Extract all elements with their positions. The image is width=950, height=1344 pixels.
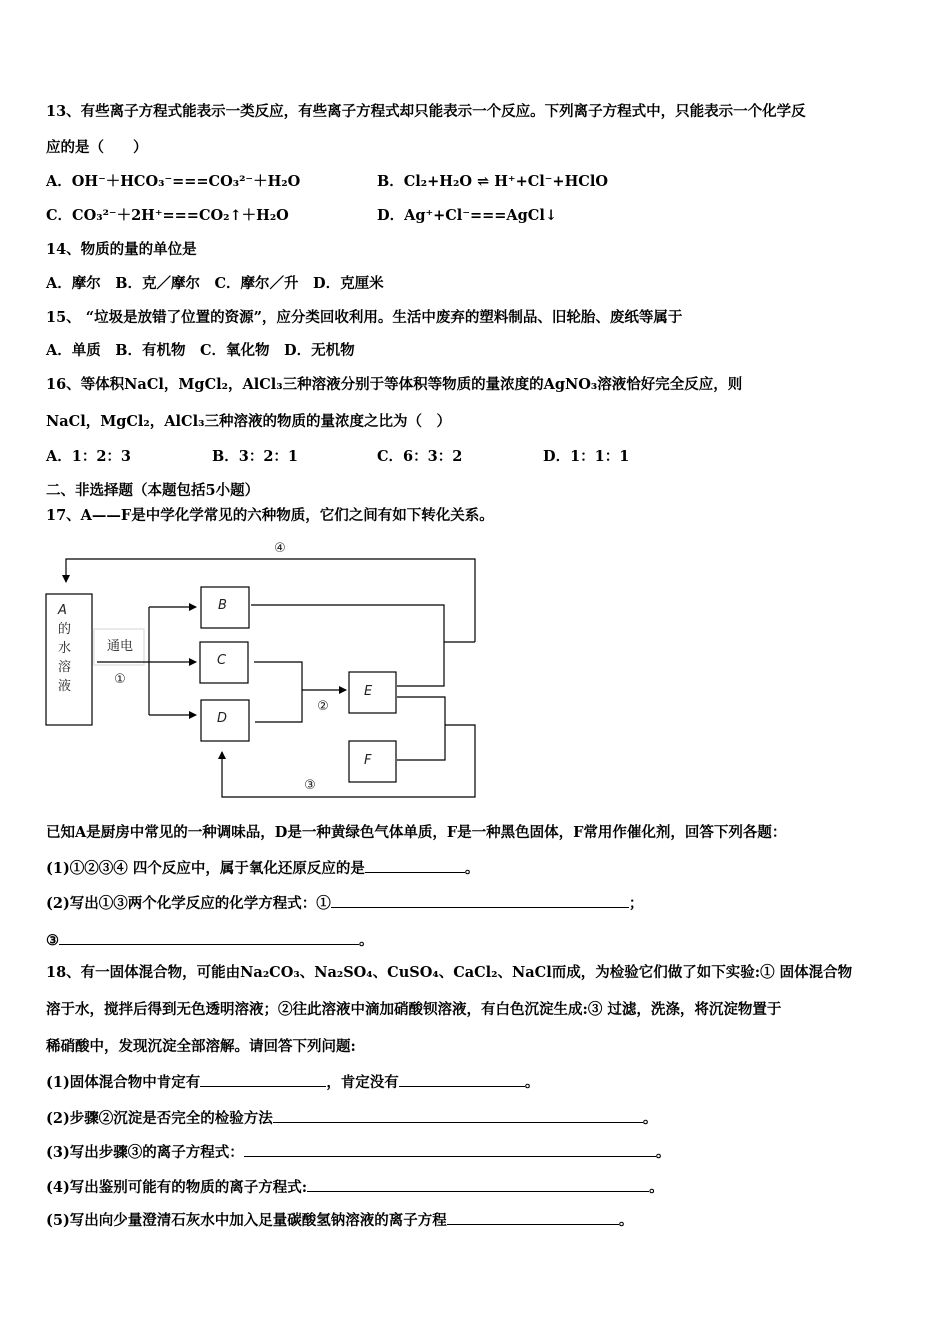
q17-given: 已知A是厨房中常见的一种调味品，D是一种黄绿色气体单质，F是一种黑色固体，F常用作催化剂，回答下列各题： xyxy=(46,824,787,841)
q18-part3-end: 。 xyxy=(655,1144,671,1161)
box-e-label: E xyxy=(364,684,373,699)
q18-part5-blank[interactable] xyxy=(447,1209,619,1225)
q18-part4-text: (4)写出鉴别可能有的物质的离子方程式: xyxy=(46,1179,308,1196)
q17-part2b-end: 。 xyxy=(359,932,374,949)
section-heading: 二、非选择题（本题包括5小题） xyxy=(46,482,260,499)
reaction-2-label: ② xyxy=(317,699,329,714)
box-a-label-0: A xyxy=(58,603,67,618)
box-f xyxy=(349,741,396,782)
q17-part2b xyxy=(46,929,374,951)
q18-part1-blank2[interactable] xyxy=(399,1071,525,1087)
q17-part2 xyxy=(46,892,643,914)
q18-part2-text: (2)步骤②沉淀是否完全的检验方法 xyxy=(46,1110,273,1127)
q18-part5 xyxy=(46,1209,633,1231)
q17-part1 xyxy=(46,857,479,879)
reaction-4-label: ④ xyxy=(274,541,286,556)
box-c-label: C xyxy=(217,653,227,668)
q18-part4-blank[interactable] xyxy=(307,1176,649,1192)
q18-stem-line3: 稀硝酸中，发现沉淀全部溶解。请回答下列问题: xyxy=(46,1038,356,1055)
q18-part1-text2: ，肯定没有 xyxy=(326,1074,399,1091)
q13-stem-line2: 应的是（ ） xyxy=(46,139,148,156)
q16-stem-line1: 16、等体积NaCl，MgCl₂，AlCl₃三种溶液分别于等体积等物质的量浓度的AgNO₃溶液恰好完全反应，则 xyxy=(46,376,743,393)
q18-part3 xyxy=(46,1141,670,1163)
q18-part2 xyxy=(46,1107,657,1129)
q17-stem: 17、A——F是中学化学常见的六种物质，它们之间有如下转化关系。 xyxy=(46,507,494,524)
q17-part2-blank1[interactable] xyxy=(331,892,629,908)
q18-part3-text: (3)写出步骤③的离子方程式： xyxy=(46,1144,244,1161)
q18-part1-text: (1)固体混合物中肯定有 xyxy=(46,1074,201,1091)
electrolysis-label: 通电 xyxy=(106,639,134,654)
q13-option-c: C．CO₃²⁻＋2H⁺===CO₂↑＋H₂O xyxy=(46,207,289,224)
q18-stem-line1: 18、有一固体混合物，可能由Na₂CO₃、Na₂SO₄、CuSO₄、CaCl₂、NaCl而成，为检验它们做了如下实验:① 固体混合物 xyxy=(46,964,853,981)
box-a-label-4: 液 xyxy=(58,679,72,694)
q18-part1-blank1[interactable] xyxy=(200,1071,326,1087)
q17-part2-end: ； xyxy=(628,895,644,912)
box-b-label: B xyxy=(218,598,227,613)
q16-option-a: A．1：2：3 xyxy=(46,448,132,465)
q17-part2-blank3[interactable] xyxy=(59,929,359,945)
q17-part1-blank[interactable] xyxy=(365,857,465,873)
q18-part5-end: 。 xyxy=(618,1212,634,1229)
q18-part5-text: (5)写出向少量澄清石灰水中加入足量碳酸氢钠溶液的离子方程 xyxy=(46,1212,447,1229)
q18-part1-end: 。 xyxy=(524,1074,540,1091)
box-d-label: D xyxy=(217,711,228,726)
q17-part2-text: (2)写出①③两个化学反应的化学方程式：① xyxy=(46,895,331,912)
q18-part3-blank[interactable] xyxy=(244,1141,656,1157)
box-a-label-1: 的 xyxy=(58,622,72,637)
q18-part2-blank[interactable] xyxy=(273,1107,643,1123)
q18-stem-line2: 溶于水，搅拌后得到无色透明溶液；②往此溶液中滴加硝酸钡溶液，有白色沉淀生成:③ 过滤，洗涤，将沉淀物置于 xyxy=(46,1001,782,1018)
q15-options: A．单质 B．有机物 C．氧化物 D．无机物 xyxy=(46,342,355,359)
q18-part4 xyxy=(46,1176,664,1198)
q14-options: A．摩尔 B．克／摩尔 C．摩尔／升 D．克厘米 xyxy=(46,275,384,292)
q18-part1 xyxy=(46,1071,539,1093)
q13-option-b: B．Cl₂+H₂O ⇌ H⁺+Cl⁻+HClO xyxy=(377,173,608,190)
q13-stem-line1: 13、有些离子方程式能表示一类反应，有些离子方程式却只能表示一个反应。下列离子方程式中，只能表示一个化学反 xyxy=(46,103,806,120)
q17-part1-end: 。 xyxy=(464,860,480,877)
q16-option-b: B．3：2：1 xyxy=(212,448,299,465)
q16-stem-line2: NaCl，MgCl₂，AlCl₃三种溶液的物质的量浓度之比为（ ） xyxy=(46,413,451,430)
q18-part2-end: 。 xyxy=(642,1110,658,1127)
q16-option-c: C．6：3：2 xyxy=(377,448,463,465)
q13-option-a: A．OH⁻＋HCO₃⁻===CO₃²⁻＋H₂O xyxy=(46,173,301,190)
reaction-1-label: ① xyxy=(114,672,126,687)
q18-part4-end: 。 xyxy=(649,1179,664,1196)
box-e xyxy=(349,672,396,713)
box-f-label: F xyxy=(364,753,372,768)
q17-part2b-text: ③ xyxy=(46,932,59,949)
q15-stem: 15、 “垃圾是放错了位置的资源”，应分类回收利用。生活中废弃的塑料制品、旧轮胎、废纸等属于 xyxy=(46,309,683,326)
q13-option-d: D．Ag⁺+Cl⁻===AgCl↓ xyxy=(377,207,558,224)
reaction-3-label: ③ xyxy=(304,778,316,793)
q14-stem: 14、物质的量的单位是 xyxy=(46,241,197,258)
box-a-label-2: 水 xyxy=(58,641,72,656)
box-a-label-3: 溶 xyxy=(58,660,72,675)
q16-option-d: D．1：1：1 xyxy=(543,448,630,465)
q17-part1-text: (1)①②③④ 四个反应中，属于氧化还原反应的是 xyxy=(46,860,365,877)
